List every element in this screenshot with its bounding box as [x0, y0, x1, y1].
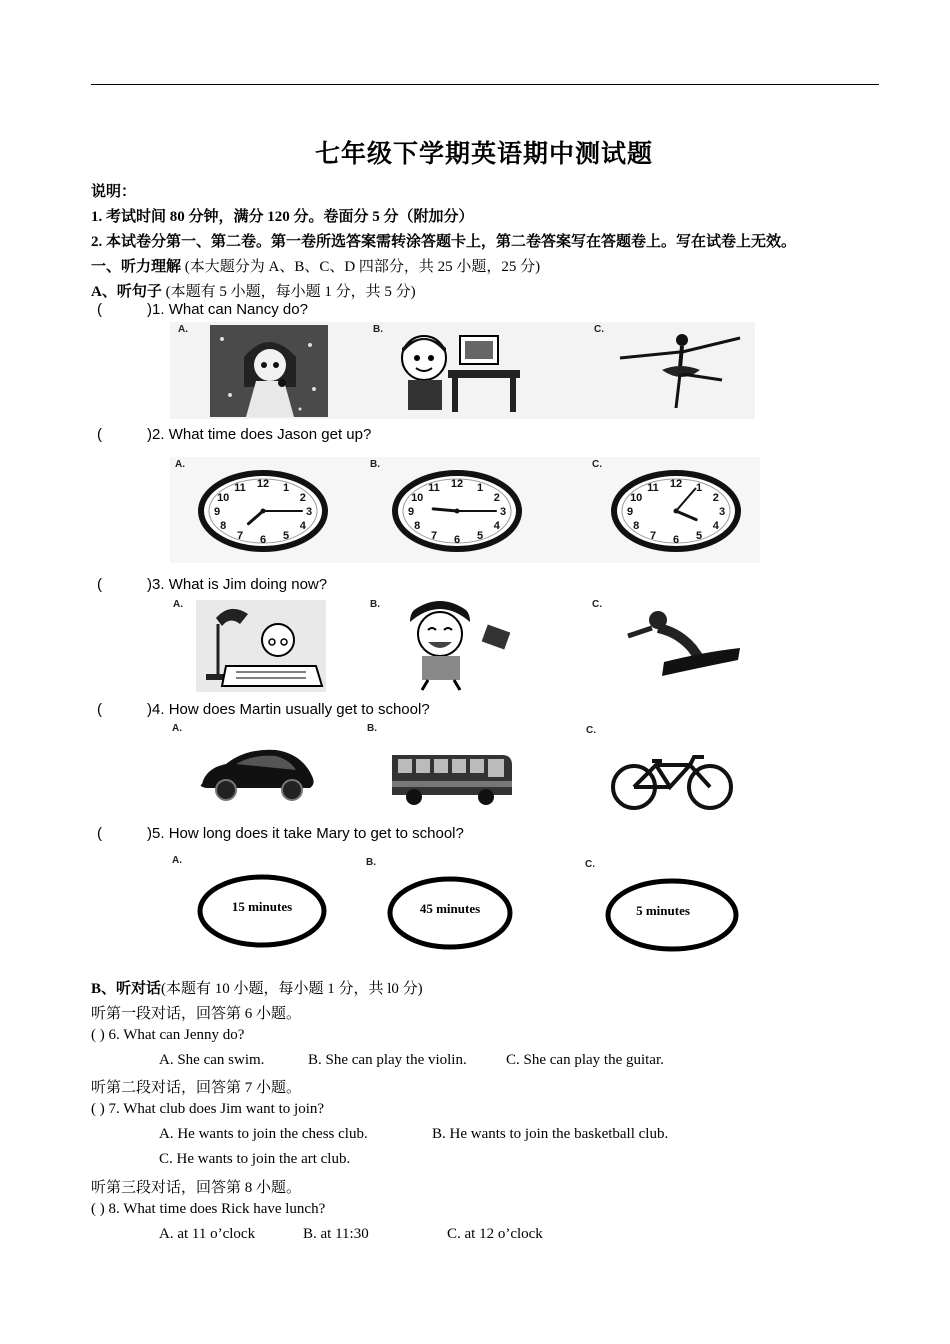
- part-a-heading: [91, 280, 416, 301]
- question-5: ( )5. How long does it take Mary to get to school?: [97, 825, 464, 842]
- choice-7a[interactable]: A. He wants to join the chess club.: [159, 1126, 368, 1142]
- question-6[interactable]: ( ) 6. What can Jenny do?: [91, 1027, 245, 1043]
- answer-blank[interactable]: (: [97, 426, 102, 443]
- clock-numeral: 1: [282, 481, 290, 494]
- clock-numeral: 8: [633, 520, 640, 532]
- section-1-note: (本大题分为 A、B、C、D 四部分，共 25 小题，25 分): [184, 259, 541, 275]
- answer-blank[interactable]: (: [97, 701, 102, 718]
- duration-text: 15 minutes: [231, 899, 293, 914]
- option-label-b: B.: [373, 324, 383, 335]
- header-rule: [91, 84, 879, 85]
- choice-6b[interactable]: B. She can play the violin.: [308, 1052, 467, 1068]
- computer-boy-icon[interactable]: [390, 328, 525, 416]
- duration-badge-b[interactable]: [386, 875, 514, 951]
- choice-7b[interactable]: B. He wants to join the basketball club.: [432, 1126, 669, 1142]
- question-text: What can Nancy do?: [168, 301, 308, 318]
- dialogue-1-intro: 听第一段对话，回答第 6 小题。: [91, 1006, 302, 1022]
- duration-text: 5 minutes: [636, 903, 690, 918]
- part-b-note: (本题有 10 小题，每小题 1 分，共 l0 分): [161, 981, 423, 997]
- option-label-c: C.: [594, 324, 604, 335]
- dialogue-2-intro: 听第二段对话，回答第 7 小题。: [91, 1080, 302, 1096]
- option-label-c: C.: [585, 859, 595, 870]
- part-b-heading: [91, 977, 423, 998]
- clock-numeral: 5: [695, 530, 703, 543]
- option-label-a: A.: [172, 855, 182, 866]
- question-text: How long does it take Mary to get to school?: [168, 825, 464, 842]
- clock-numeral: 11: [234, 481, 246, 494]
- clock-numeral: 8: [220, 520, 227, 532]
- clock-numeral: 3: [718, 506, 726, 518]
- clock-numeral: 5: [476, 530, 484, 543]
- page-title: 七年级下学期英语期中测试题: [314, 139, 653, 168]
- clock-numeral: 6: [672, 534, 680, 546]
- option-label-a: A.: [178, 324, 188, 335]
- clock-numeral: 9: [626, 506, 634, 518]
- clock-numeral: 2: [299, 492, 306, 504]
- clock-icon-c[interactable]: [610, 470, 742, 552]
- answer-blank[interactable]: (: [97, 301, 102, 318]
- question-7[interactable]: ( ) 7. What club does Jim want to join?: [91, 1101, 325, 1117]
- section-1-label: 一、听力理解: [91, 259, 182, 275]
- section-1-heading: [91, 255, 540, 276]
- happy-boy-icon[interactable]: [388, 600, 518, 692]
- bus-icon[interactable]: [390, 745, 515, 807]
- clock-numeral: 1: [476, 481, 484, 494]
- choice-8c[interactable]: C. at 12 o’clock: [447, 1226, 543, 1242]
- option-label-b: B.: [370, 459, 380, 470]
- instructions-line-2: 2. 本试卷分第一、第二卷。第一卷所选答案需转涂答题卡上，第二卷答案写在答题卷上。写在试卷上无效。: [91, 234, 797, 250]
- clock-numeral: 1: [695, 481, 703, 494]
- option-label-b: B.: [370, 599, 380, 610]
- choice-7c[interactable]: C. He wants to join the art club.: [159, 1151, 351, 1167]
- question-1: ( )1. What can Nancy do?: [97, 301, 308, 318]
- part-a-label: A、听句子: [91, 284, 162, 300]
- choice-8a[interactable]: A. at 11 o’clock: [159, 1226, 256, 1242]
- option-label-c: C.: [586, 725, 596, 736]
- question-4: ( )4. How does Martin usually get to school?: [97, 701, 430, 718]
- clock-numeral: 4: [712, 520, 719, 532]
- question-2: ( )2. What time does Jason get up?: [97, 426, 372, 443]
- instructions-heading: 说明：: [91, 184, 137, 200]
- option-label-a: A.: [173, 599, 183, 610]
- clock-numeral: 9: [213, 506, 221, 518]
- part-b-label: B、听对话: [91, 981, 162, 997]
- clock-numeral: 12: [669, 478, 683, 490]
- question-text: What time does Jason get up?: [168, 426, 372, 443]
- bicycle-icon[interactable]: [608, 755, 738, 811]
- clock-numeral: 2: [712, 492, 719, 504]
- choice-6c[interactable]: C. She can play the guitar.: [506, 1052, 664, 1068]
- clock-numeral: 10: [630, 492, 643, 504]
- ballet-dancer-icon[interactable]: [612, 330, 747, 410]
- part-a-note: (本题有 5 小题，每小题 1 分，共 5 分): [165, 284, 416, 300]
- duration-text: 45 minutes: [419, 901, 481, 916]
- answer-blank[interactable]: (: [97, 576, 102, 593]
- option-label-b: B.: [366, 857, 376, 868]
- clock-numeral: 10: [217, 492, 230, 504]
- clock-numeral: 7: [430, 530, 438, 543]
- clock-numeral: 10: [411, 492, 424, 504]
- clock-numeral: 6: [453, 534, 461, 546]
- duration-badge-c[interactable]: [603, 877, 741, 953]
- clock-icon-a[interactable]: [197, 470, 329, 552]
- clock-numeral: 6: [259, 534, 267, 546]
- question-text: How does Martin usually get to school?: [168, 701, 430, 718]
- clock-numeral: 3: [499, 506, 507, 518]
- studying-boy-icon[interactable]: [196, 600, 326, 692]
- clock-numeral: 4: [493, 520, 500, 532]
- clock-numeral: 7: [236, 530, 244, 543]
- question-8[interactable]: ( ) 8. What time does Rick have lunch?: [91, 1201, 326, 1217]
- singing-girl-icon[interactable]: [210, 325, 328, 417]
- duration-badge-a[interactable]: [196, 873, 328, 949]
- question-3: ( )3. What is Jim doing now?: [97, 576, 328, 593]
- option-label-c: C.: [592, 599, 602, 610]
- clock-numeral: 12: [450, 478, 464, 490]
- clock-numeral: 2: [493, 492, 500, 504]
- option-label-a: A.: [172, 723, 182, 734]
- answer-blank[interactable]: (: [97, 825, 102, 842]
- clock-numeral: 11: [647, 481, 659, 494]
- option-label-b: B.: [367, 723, 377, 734]
- option-label-a: A.: [175, 459, 185, 470]
- clock-numeral: 7: [649, 530, 657, 543]
- clock-numeral: 4: [299, 520, 306, 532]
- option-label-c: C.: [592, 459, 602, 470]
- clock-numeral: 3: [305, 506, 313, 518]
- clock-numeral: 8: [414, 520, 421, 532]
- clock-numeral: 12: [256, 478, 270, 490]
- choice-8b[interactable]: B. at 11:30: [303, 1226, 369, 1242]
- choice-6a[interactable]: A. She can swim.: [159, 1052, 265, 1068]
- snowboarder-icon[interactable]: [608, 602, 743, 687]
- question-text: What is Jim doing now?: [168, 576, 328, 593]
- car-icon[interactable]: [196, 742, 320, 804]
- dialogue-3-intro: 听第三段对话，回答第 8 小题。: [91, 1180, 302, 1196]
- instructions-line-1: 1. 考试时间 80 分钟，满分 120 分。卷面分 5 分（附加分）: [91, 209, 474, 225]
- clock-numeral: 11: [428, 481, 440, 494]
- clock-numeral: 5: [282, 530, 290, 543]
- clock-icon-b[interactable]: [391, 470, 523, 552]
- clock-numeral: 9: [407, 506, 415, 518]
- clock-hand: [433, 509, 457, 511]
